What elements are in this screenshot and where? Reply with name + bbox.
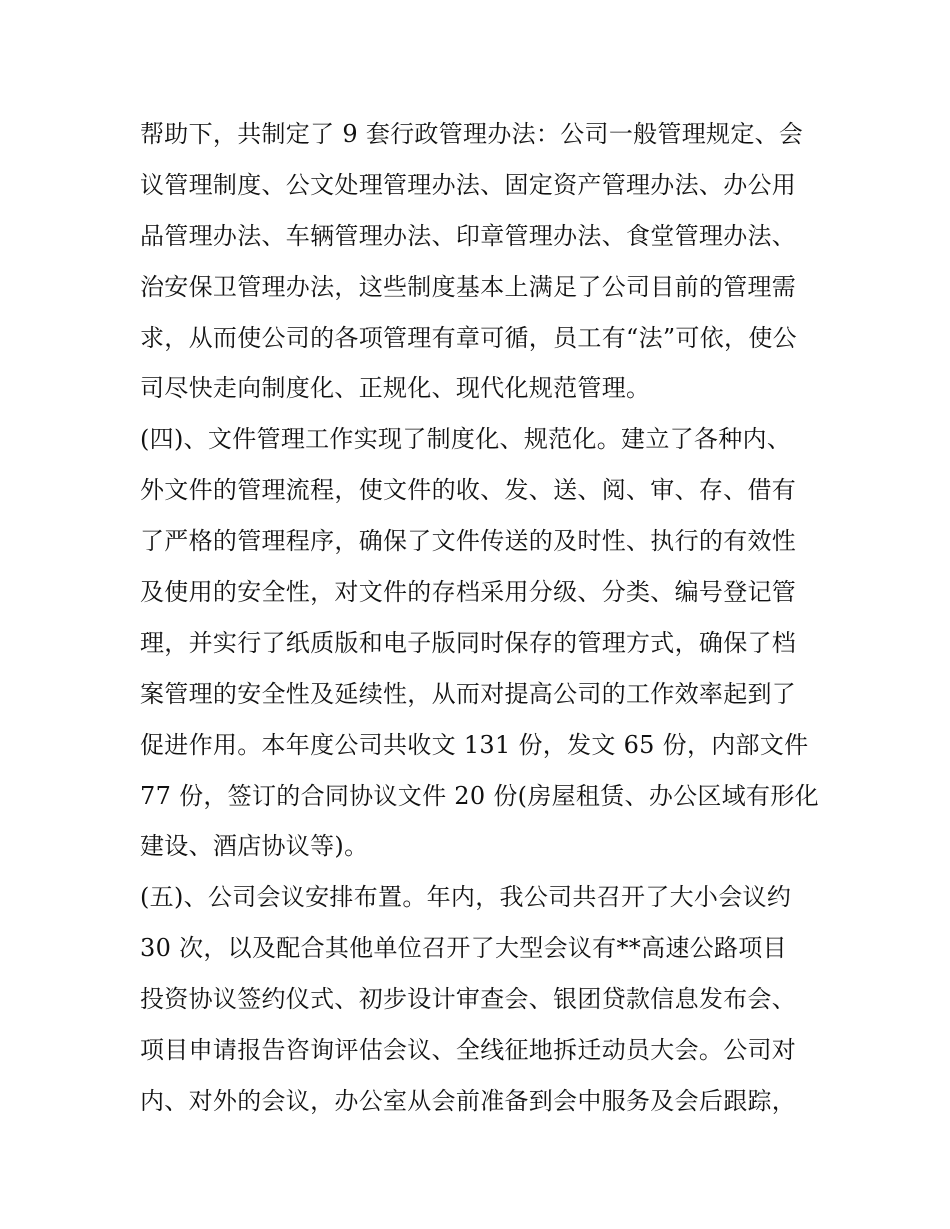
text-line: 促进作用。本年度公司共收文 131 份，发文 65 份，内部文件	[140, 730, 809, 759]
text-line: 帮助下，共制定了 9 套行政管理办法：公司一般管理规定、会	[140, 120, 804, 148]
text-line: 投资协议签约仪式、初步设计审查会、银团贷款信息发布会、	[140, 985, 797, 1014]
body-text	[140, 109, 820, 1127]
text-line: 77 份，签订的合同协议文件 20 份(房屋租赁、办公区域有形化	[140, 781, 819, 810]
section-heading-line: (四)、文件管理工作实现了制度化、规范化。建立了各种内、	[140, 425, 792, 454]
text-line: 及使用的安全性，对文件的存档采用分级、分类、编号登记管	[140, 578, 797, 607]
text-line: 理，并实行了纸质版和电子版同时保存的管理方式，确保了档	[140, 628, 797, 657]
text-line: 治安保卫管理办法，这些制度基本上满足了公司目前的管理需	[140, 272, 797, 301]
text-line: 30 次，以及配合其他单位召开了大型会议有**高速公路项目	[140, 934, 787, 963]
section-heading-line: (五)、公司会议安排布置。年内，我公司共召开了大小会议约	[140, 883, 792, 912]
text-line: 项目申请报告咨询评估会议、全线征地拆迁动员大会。公司对	[140, 1036, 797, 1065]
text-line: 了严格的管理程序，确保了文件传送的及时性、执行的有效性	[140, 527, 797, 556]
text-line: 品管理办法、车辆管理办法、印章管理办法、食堂管理办法、	[140, 221, 797, 250]
text-line: 司尽快走向制度化、正规化、现代化规范管理。	[140, 374, 651, 403]
text-line: 内、对外的会议，办公室从会前准备到会中服务及会后跟踪，	[140, 1086, 797, 1115]
text-line: 案管理的安全性及延续性，从而对提高公司的工作效率起到了	[140, 679, 797, 708]
text-line: 议管理制度、公文处理管理办法、固定资产管理办法、办公用	[140, 170, 797, 199]
text-line: 外文件的管理流程，使文件的收、发、送、阅、审、存、借有	[140, 476, 797, 505]
text-line: 求，从而使公司的各项管理有章可循，员工有“法”可依，使公	[140, 323, 797, 352]
text-line: 建设、酒店协议等)。	[140, 832, 369, 861]
